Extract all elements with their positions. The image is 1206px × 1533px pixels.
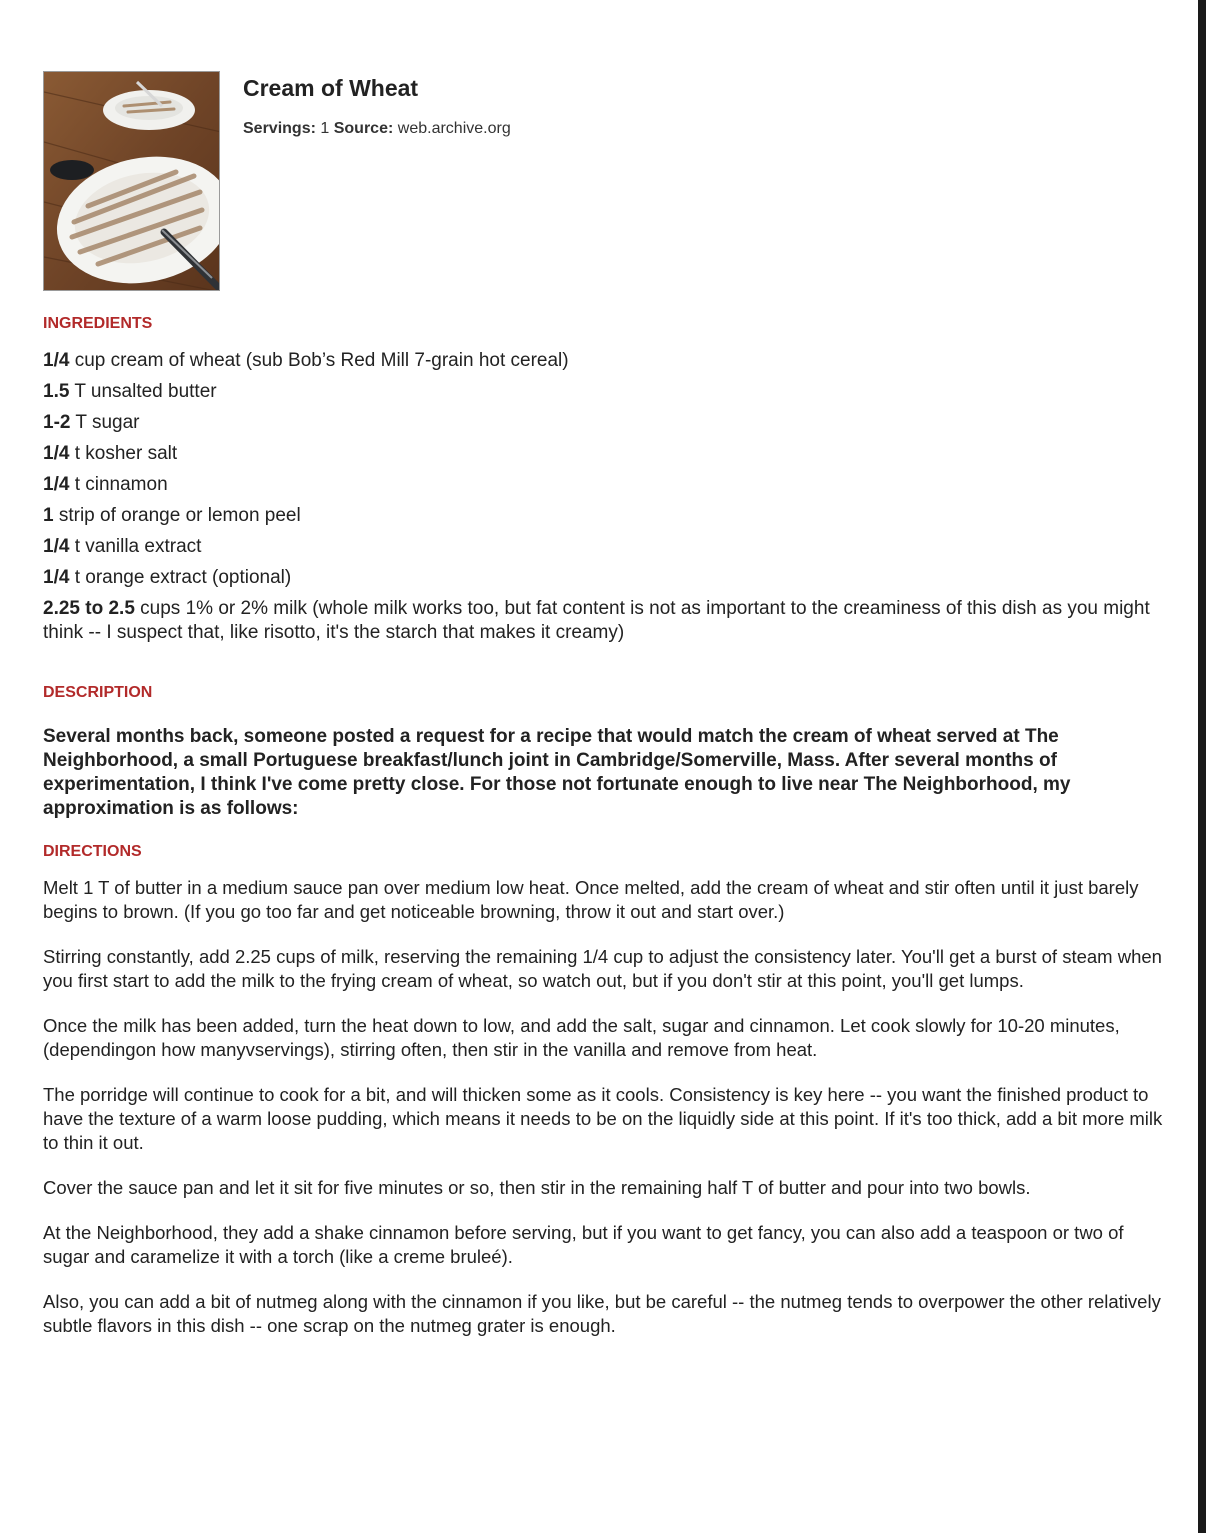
screen-edge (1198, 0, 1206, 1533)
direction-step: Melt 1 T of butter in a medium sauce pan over medium low heat. Once melted, add the cream of wheat and stir often until it just barely begins to brown. (If you go too far and get noticeable browning, throw it out and start over.) (43, 877, 1139, 922)
ingredient-text: cup cream of wheat (sub Bob’s Red Mill 7-grain hot cereal) (74, 350, 569, 371)
ingredient-text: cups 1% or 2% milk (whole milk works too, but fat content is not as important to the creaminess of this dish as you might think -- I suspect that, like risotto, it's the starch that makes it creamy) (43, 598, 1150, 643)
servings-value: 1 (320, 120, 330, 137)
ingredient-qty: 1/4 (43, 536, 70, 557)
ingredient-qty: 2.25 to 2.5 (43, 598, 135, 619)
recipe-meta (243, 119, 511, 139)
ingredient-text: t orange extract (optional) (74, 567, 292, 588)
description-heading: DESCRIPTION (43, 684, 153, 701)
ingredient-qty: 1/4 (43, 567, 70, 588)
source-value: web.archive.org (397, 120, 511, 137)
source-label: Source: (333, 120, 394, 137)
direction-step: Cover the sauce pan and let it sit for five minutes or so, then stir in the remaining half T of butter and pour into two bowls. (43, 1177, 1031, 1198)
directions-heading: DIRECTIONS (43, 843, 142, 860)
direction-step: Stirring constantly, add 2.25 cups of milk, reserving the remaining 1/4 cup to adjust the consistency later. You'll get a burst of steam when you first start to add the milk to the frying cream of wheat, so watch out, but if you don't stir at this point, you'll get lumps. (43, 946, 1162, 991)
recipe-photo (43, 71, 220, 291)
ingredient-text: t kosher salt (74, 443, 178, 464)
direction-step: Also, you can add a bit of nutmeg along with the cinnamon if you like, but be careful -- the nutmeg tends to overpower the other relatively subtle flavors in this dish -- one scrap on the nutmeg grater is enough. (43, 1291, 1161, 1336)
ingredient-item (43, 380, 1163, 404)
recipe-page (43, 70, 1163, 1359)
ingredient-item (43, 473, 1163, 497)
ingredients-list (43, 349, 1163, 645)
ingredient-item (43, 411, 1163, 435)
ingredient-qty: 1.5 (43, 381, 70, 402)
ingredient-qty: 1/4 (43, 474, 70, 495)
ingredient-text: t cinnamon (74, 474, 168, 495)
ingredient-item (43, 566, 1163, 590)
direction-step: Once the milk has been added, turn the heat down to low, and add the salt, sugar and cinnamon. Let cook slowly for 10-20 minutes, (dependingon how manyvservings), stirring often, then stir in the vanilla and remove from heat. (43, 1015, 1120, 1060)
recipe-photo-porridge-plates-icon (44, 72, 220, 291)
ingredient-qty: 1/4 (43, 350, 70, 371)
servings-label: Servings: (243, 120, 316, 137)
ingredient-item (43, 597, 1163, 645)
ingredient-qty: 1-2 (43, 412, 71, 433)
directions-list (43, 876, 1163, 1338)
ingredient-text: T unsalted butter (74, 381, 217, 402)
ingredients-heading: INGREDIENTS (43, 315, 153, 332)
ingredient-text: t vanilla extract (74, 536, 202, 557)
ingredient-item (43, 442, 1163, 466)
ingredient-text: T sugar (75, 412, 140, 433)
ingredient-item (43, 504, 1163, 528)
recipe-header (43, 70, 1163, 292)
description-text: Several months back, someone posted a request for a recipe that would match the cream of wheat served at The Neighborhood, a small Portuguese breakfast/lunch joint in Cambridge/Somerville, Mass. After several months of experimentation, I think I've come pretty close. For those not fortunate enough to live near The Neighborhood, my approximation is as follows: (43, 726, 1071, 819)
ingredient-qty: 1 (43, 505, 54, 526)
ingredient-qty: 1/4 (43, 443, 70, 464)
ingredient-item (43, 535, 1163, 559)
direction-step: The porridge will continue to cook for a bit, and will thicken some as it cools. Consistency is key here -- you want the finished product to have the texture of a warm loose pudding, which means it needs to be on the liquidly side at this point. If it's too thick, add a bit more milk to thin it out. (43, 1084, 1163, 1153)
ingredient-text: strip of orange or lemon peel (58, 505, 301, 526)
ingredient-item (43, 349, 1163, 373)
direction-step: At the Neighborhood, they add a shake cinnamon before serving, but if you want to get fancy, you can also add a teaspoon or two of sugar and caramelize it with a torch (like a creme bruleé). (43, 1222, 1124, 1267)
recipe-title-block (243, 74, 511, 139)
recipe-title: Cream of Wheat (243, 75, 419, 101)
